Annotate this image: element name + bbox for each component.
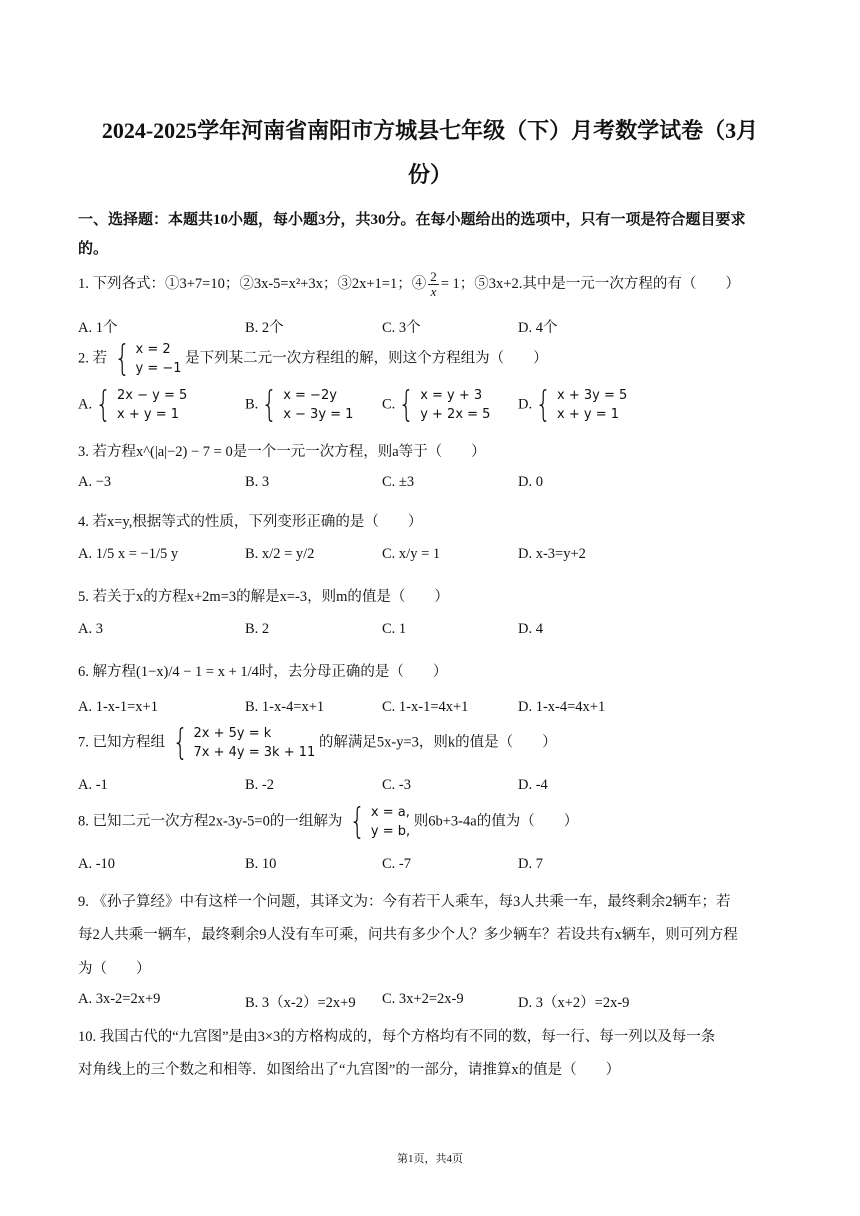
q6-option-d[interactable]: D. 1-x-4=4x+1 — [518, 699, 606, 715]
q4-option-a[interactable]: A. 1/5 x = −1/5 y — [78, 546, 179, 562]
q1-option-d[interactable]: D. 4个 — [518, 320, 558, 336]
q3-option-a[interactable]: A. −3 — [78, 474, 112, 490]
q7-option-b[interactable]: B. -2 — [245, 777, 274, 793]
q4-option-c[interactable]: C. x/y = 1 — [382, 546, 441, 562]
q2-option-d[interactable]: D. { x + 3y = 5 x + y = 1 — [518, 384, 628, 425]
q8-option-a[interactable]: A. -10 — [78, 856, 116, 872]
q1-option-b[interactable]: B. 2个 — [245, 320, 284, 336]
q5-option-a[interactable]: A. 3 — [78, 621, 103, 637]
q3-option-d[interactable]: D. 0 — [518, 474, 543, 490]
q7-option-d[interactable]: D. -4 — [518, 777, 548, 793]
q6-option-c[interactable]: C. 1-x-1=4x+1 — [382, 699, 469, 715]
q8-option-d[interactable]: D. 7 — [518, 856, 543, 872]
q1-fraction: $\frac{2}{x}$ — [430, 269, 437, 299]
q3-option-b[interactable]: B. 3 — [245, 474, 270, 490]
q6-option-a[interactable]: A. 1-x-1=x+1 — [78, 699, 158, 715]
q4-option-d[interactable]: D. x-3=y+2 — [518, 546, 586, 562]
q6-option-b[interactable]: B. 1-x-4=x+1 — [245, 699, 325, 715]
q2-option-a[interactable]: A. { 2x − y = 5 x + y = 1 — [78, 384, 188, 425]
question-8 — [78, 803, 578, 841]
q5-option-d[interactable]: D. 4 — [518, 621, 543, 637]
page-title-cont: 份） — [407, 162, 452, 187]
q2-option-b[interactable]: B. { x = −2y x − 3y = 1 — [245, 384, 354, 425]
section-heading: 一、选择题：本题共10小题，每小题3分，共30分。在每小题给出的选项中，只有一项是符合题目要求 — [78, 212, 746, 228]
question-9-cont2: 为（ ） — [78, 961, 151, 977]
q7-system: { 2x + 5y = k 7x + 4y = 3k + 11 — [172, 722, 316, 763]
q9-option-c[interactable]: C. 3x+2=2x-9 — [382, 991, 464, 1007]
q2-option-c[interactable]: C. { x = y + 3 y + 2x = 5 — [382, 384, 491, 425]
question-4: 4. 若x=y,根据等式的性质，下列变形正确的是（ ） — [78, 514, 423, 530]
q5-option-b[interactable]: B. 2 — [245, 621, 270, 637]
q2-stem-post: 是下列某二元一次方程组的解，则这个方程组为（ ） — [185, 350, 548, 367]
question-2 — [78, 340, 548, 378]
q7-stem-post: 的解满足5x-y=3，则k的值是（ ） — [318, 734, 557, 751]
q3-option-c[interactable]: C. ±3 — [382, 474, 415, 490]
question-9-cont: 每2人共乘一辆车，最终剩余9人没有车可乘，问共有多少个人？多少辆车？若设共有x辆车，则可列方程 — [78, 927, 738, 943]
q8-stem-pre: 8. 已知二元一次方程2x-3y-5=0的一组解为 — [78, 813, 343, 830]
q8-option-c[interactable]: C. -7 — [382, 856, 411, 872]
question-10: 10. 我国古代的“九宫图”是由3×3的方格构成的，每个方格均有不同的数，每一行、每一列以及每一条 — [78, 1029, 716, 1045]
q9-option-a[interactable]: A. 3x-2=2x+9 — [78, 991, 161, 1007]
page-title: 2024-2025学年河南省南阳市方城县七年级（下）月考数学试卷（3月 — [101, 118, 759, 143]
question-3: 3. 若方程x^(|a|−2) − 7 = 0是一个一元一次方程，则a等于（ ） — [78, 444, 486, 460]
q8-system: { x = a, y = b, — [349, 801, 411, 842]
q1-stem-post: = 1；⑤3x+2.其中是一元一次方程的有（ ） — [440, 275, 740, 292]
q1-option-c[interactable]: C. 3个 — [382, 320, 421, 336]
section-heading-cont: 的。 — [78, 241, 109, 257]
q1-stem-pre: 1. 下列各式：①3+7=10；②3x-5=x²+3x；③2x+1=1；④ — [78, 275, 427, 292]
q2-stem-pre: 2. 若 — [78, 350, 107, 367]
q8-stem-post: 则6b+3-4a的值为（ ） — [413, 813, 579, 830]
q9-option-b[interactable]: B. 3（x-2）=2x+9 — [245, 995, 356, 1011]
q5-option-c[interactable]: C. 1 — [382, 621, 407, 637]
q7-option-c[interactable]: C. -3 — [382, 777, 411, 793]
q2-system: { x = 2 y = −1 — [114, 338, 182, 379]
q7-option-a[interactable]: A. -1 — [78, 777, 108, 793]
q4-option-b[interactable]: B. x/2 = y/2 — [245, 546, 315, 562]
q9-option-d[interactable]: D. 3（x+2）=2x-9 — [518, 995, 630, 1011]
question-6: 6. 解方程(1−x)/4 − 1 = x + 1/4时，去分母正确的是（ ） — [78, 664, 448, 680]
question-5: 5. 若关于x的方程x+2m=3的解是x=-3，则m的值是（ ） — [78, 589, 449, 605]
q8-option-b[interactable]: B. 10 — [245, 856, 277, 872]
q1-option-a[interactable]: A. 1个 — [78, 320, 118, 336]
question-7 — [78, 724, 557, 762]
question-10-cont: 对角线上的三个数之和相等．如图给出了“九宫图”的一部分，请推算x的值是（ ） — [78, 1062, 621, 1078]
page-footer: 第1页，共4页 — [397, 1153, 463, 1165]
question-9: 9. 《孙子算经》中有这样一个问题，其译文为：今有若干人乘车，每3人共乘一车，最终剩余2辆车；若 — [78, 894, 731, 910]
q7-stem-pre: 7. 已知方程组 — [78, 734, 165, 751]
question-1 — [78, 270, 740, 299]
